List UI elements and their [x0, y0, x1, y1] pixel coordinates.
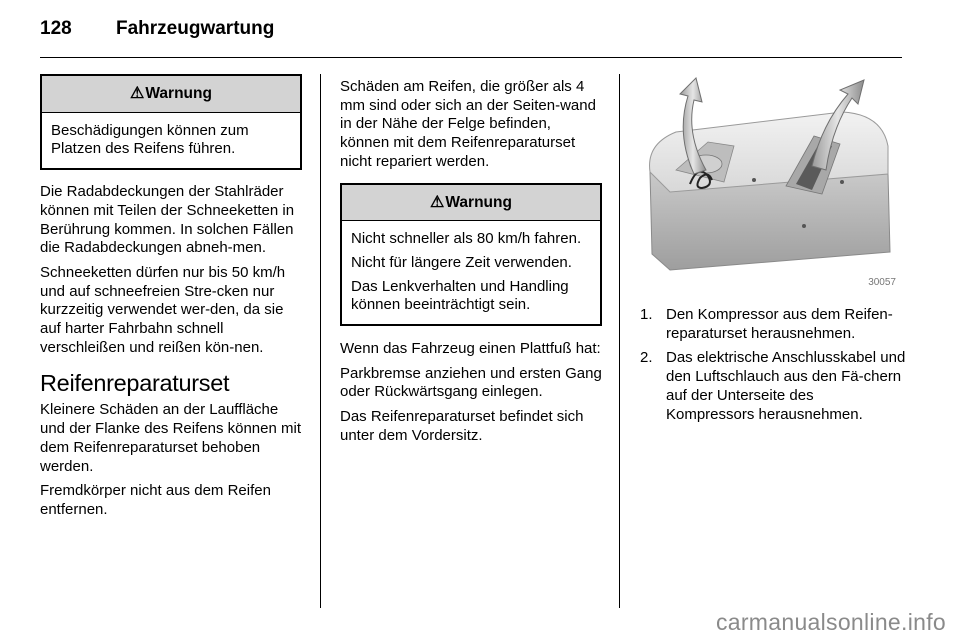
warning-header [42, 76, 300, 113]
step-number: 2. [640, 349, 653, 367]
instruction-list [640, 306, 906, 424]
paragraph: Wenn das Fahrzeug einen Plattfuß hat: [340, 340, 601, 358]
column-3 [640, 306, 906, 430]
warning-box-1 [40, 74, 302, 170]
warning-title: Warnung [445, 193, 512, 211]
list-item [640, 349, 906, 424]
column-divider-2 [619, 74, 620, 608]
warning-header [342, 185, 600, 222]
paragraph: Schäden am Reifen, die größer als 4 mm sind oder sich an der Seiten-wand in der Nähe der Felge befinden, können mit dem Reifenreparaturset nicht repariert werden. [340, 78, 596, 170]
page-number: 128 [40, 18, 72, 39]
warning-text: Nicht schneller als 80 km/h fahren. [351, 230, 582, 248]
column-2 [340, 78, 602, 452]
watermark: carmanualsonline.info [715, 609, 946, 635]
warning-text: Beschädigungen können zum Platzen des Reifens führen. [51, 121, 249, 158]
warning-text: Nicht für längere Zeit verwenden. [351, 253, 572, 271]
paragraph: Fremdkörper nicht aus dem Reifen entfernen. [40, 482, 271, 518]
warning-icon: ⚠ [430, 193, 445, 211]
warning-body [42, 113, 300, 168]
paragraph: Das Reifenreparaturset befindet sich unter dem Vordersitz. [340, 408, 584, 444]
paragraph: Schneeketten dürfen nur bis 50 km/h und auf schneefreien Stre-cken nur kurzzeitig verwendet wer-den, da sie auf harter Fahrbahn schnell verschleißen und reißen kön-nen. [40, 263, 286, 356]
page-header [40, 18, 274, 40]
warning-body [342, 221, 600, 324]
step-text: Den Kompressor aus dem Reifen-reparaturset herausnehmen. [666, 306, 893, 342]
step-text: Das elektrische Anschlusskabel und den Luftschlauch aus den Fä-chern auf der Unterseite des Kompressors herausnehmen. [666, 349, 906, 423]
list-item [640, 306, 906, 343]
warning-box-2 [340, 183, 602, 327]
page-title: Fahrzeugwartung [116, 18, 275, 39]
figure-number: 30057 [868, 277, 896, 288]
step-number: 1. [640, 306, 653, 323]
warning-title: Warnung [145, 85, 212, 102]
column-divider-1 [320, 74, 321, 608]
tyre-repair-kit-illustration [636, 74, 902, 294]
column-1 [40, 74, 302, 526]
paragraph: Kleinere Schäden an der Lauffläche und der Flanke des Reifens können mit dem Reifenreparaturset behoben werden. [40, 401, 301, 475]
repair-kit-drawing [636, 74, 902, 294]
warning-icon: ⚠ [130, 85, 145, 102]
header-rule [40, 57, 902, 58]
paragraph: Parkbremse anziehen und ersten Gang oder Rückwärtsgang einlegen. [340, 364, 602, 401]
section-heading: Reifenreparaturset [40, 370, 230, 397]
warning-text: Das Lenkverhalten und Handling können beeinträchtigt sein. [351, 277, 569, 314]
paragraph: Die Radabdeckungen der Stahlräder können mit Teilen der Schneeketten in Berührung kommen. In solchen Fällen die Radabdeckungen abneh-men. [40, 183, 295, 257]
